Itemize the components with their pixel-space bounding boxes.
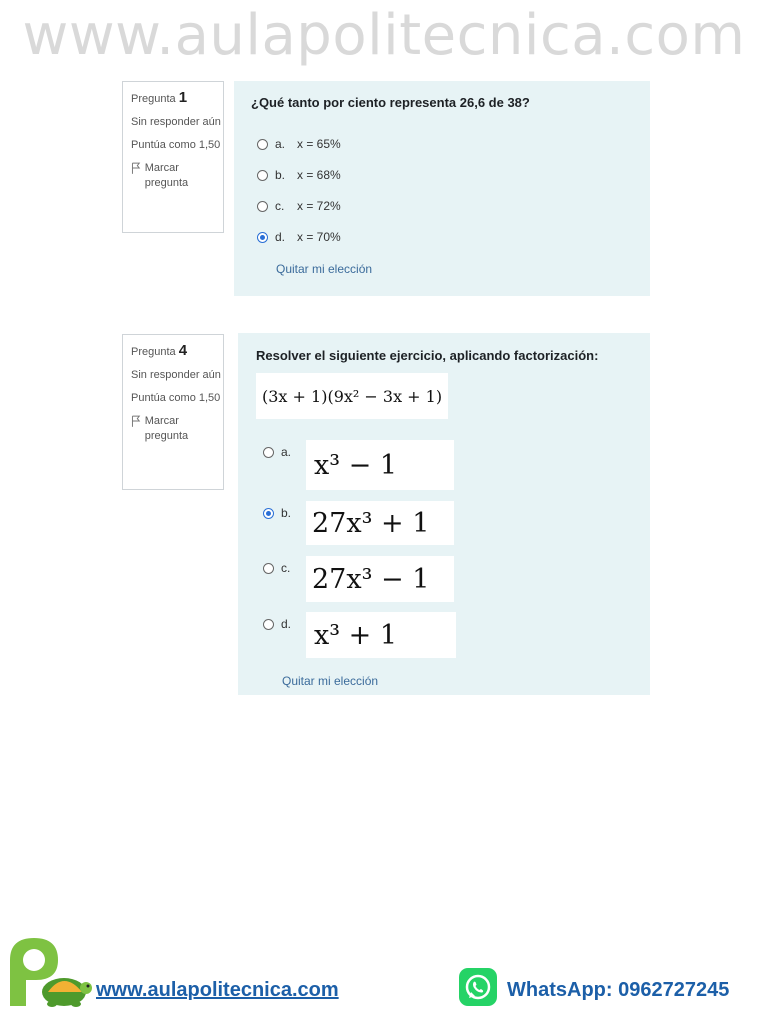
- radio-button[interactable]: [257, 139, 268, 150]
- option-d-expression: x³ + 1: [306, 612, 456, 658]
- radio-button[interactable]: [257, 170, 268, 181]
- option-value: x = 65%: [297, 137, 341, 151]
- radio-button-selected[interactable]: [257, 232, 268, 243]
- question-info-4: [122, 334, 224, 490]
- radio-button[interactable]: [257, 201, 268, 212]
- option-c-expression: 27x³ − 1: [306, 556, 454, 602]
- question-text: ¿Qué tanto por ciento representa 26,6 de 38?: [251, 95, 530, 110]
- option-b-expression: 27x³ + 1: [306, 501, 454, 545]
- whatsapp-icon: [459, 968, 497, 1006]
- question-label: Pregunta: [131, 93, 176, 105]
- option-value: x = 68%: [297, 168, 341, 182]
- flag-question-label: Marcar pregunta: [144, 162, 189, 189]
- whatsapp-contact[interactable]: WhatsApp: 0962727245: [507, 979, 730, 1001]
- option-value: x = 72%: [297, 199, 341, 213]
- radio-button[interactable]: [263, 447, 274, 458]
- option-a-expression: x³ − 1: [306, 440, 454, 490]
- clear-choice-link[interactable]: Quitar mi elección: [276, 262, 373, 276]
- clear-choice-link[interactable]: Quitar mi elección: [282, 674, 379, 688]
- question-label: Pregunta: [131, 346, 176, 358]
- turtle-logo-icon: [4, 934, 92, 1010]
- answer-option-d[interactable]: d. x = 70%: [257, 230, 341, 244]
- flag-question-button[interactable]: [131, 161, 223, 191]
- answer-option-d[interactable]: d.: [263, 617, 303, 631]
- question-info-1: [122, 81, 224, 233]
- flag-question-label: Marcar pregunta: [144, 415, 189, 442]
- flag-icon: [131, 415, 141, 427]
- question-number: 4: [178, 342, 188, 359]
- answer-option-b[interactable]: b. x = 68%: [257, 168, 341, 182]
- option-value: x = 70%: [297, 230, 341, 244]
- flag-question-button[interactable]: [131, 414, 223, 444]
- website-link[interactable]: www.aulapolitecnica.com: [96, 979, 339, 1001]
- radio-button[interactable]: [263, 563, 274, 574]
- question-expression: (3x + 1)(9x² − 3x + 1): [256, 373, 448, 419]
- answer-option-a[interactable]: a. x = 65%: [257, 137, 341, 151]
- watermark: www.aulapolitecnica.com: [22, 3, 746, 68]
- question-number: 1: [178, 89, 188, 106]
- question-text: Resolver el siguiente ejercicio, aplicando factorización:: [256, 348, 599, 363]
- answer-option-c[interactable]: c. x = 72%: [257, 199, 341, 213]
- answer-option-b[interactable]: b.: [263, 506, 303, 520]
- answer-option-c[interactable]: c.: [263, 561, 303, 575]
- question-status: Sin responder aún: [131, 116, 221, 128]
- question-panel-4: [238, 333, 650, 695]
- question-panel-1: [234, 81, 650, 296]
- question-score: Puntúa como 1,50: [131, 392, 221, 404]
- question-status: Sin responder aún: [131, 369, 221, 381]
- question-score: Puntúa como 1,50: [131, 139, 221, 151]
- flag-icon: [131, 162, 141, 174]
- radio-button-selected[interactable]: [263, 508, 274, 519]
- radio-button[interactable]: [263, 619, 274, 630]
- answer-option-a[interactable]: a.: [263, 445, 303, 459]
